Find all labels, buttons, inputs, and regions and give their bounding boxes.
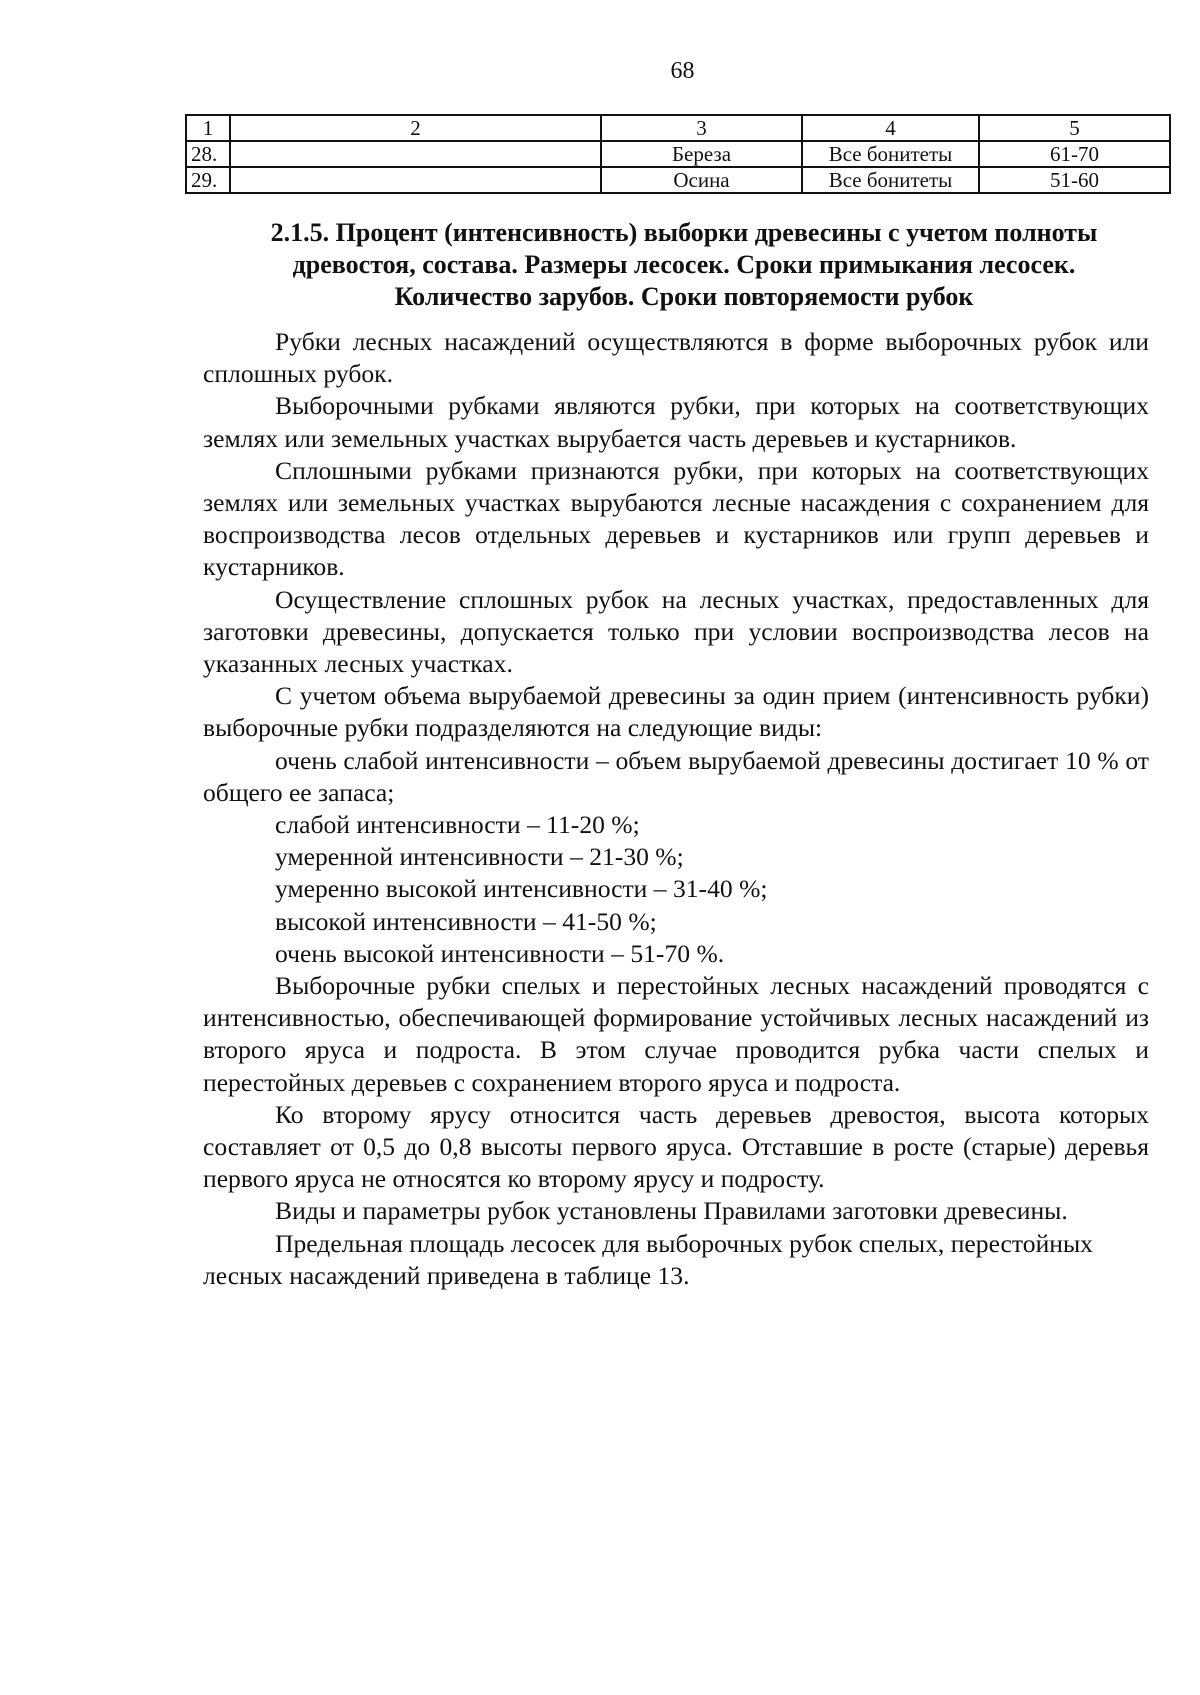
section-heading xyxy=(200,217,1168,313)
forest-table xyxy=(185,114,1171,194)
paragraph: Предельная площадь лесосек для выборочных рубок спелых, перестойных лесных насаждений приведена в таблице 13. xyxy=(203,1228,1093,1290)
list-item: слабой интенсивности – 11-20 %; xyxy=(275,810,640,840)
section-heading-line: Количество зарубов. Сроки повторяемости рубок xyxy=(394,282,974,311)
body-text xyxy=(203,326,1149,1292)
table-header-cell: 2 xyxy=(230,115,601,141)
paragraph: С учетом объема вырубаемой древесины за один прием (интенсивность рубки) выборочные рубки подразделяются на следующие виды: xyxy=(203,681,1149,743)
table-cell: 29. xyxy=(186,167,230,193)
list-item: очень слабой интенсивности – объем вырубаемой древесины достигает 10 % от общего ее запаса; xyxy=(203,745,1149,807)
paragraph: Ко второму ярусу относится часть деревьев древостоя, высота которых составляет от 0,5 до 0,8 высоты первого яруса. Отставшие в росте (старые) деревья первого яруса не относятся ко второму ярусу и подросту. xyxy=(203,1099,1149,1194)
section-heading-line: 2.1.5. Процент (интенсивность) выборки древесины с учетом полноты xyxy=(270,218,1098,247)
table-cell: Осина xyxy=(601,167,802,193)
table-cell: Все бонитеты xyxy=(802,167,979,193)
table-cell xyxy=(230,141,601,167)
paragraph: Осуществление сплошных рубок на лесных участках, предоставленных для заготовки древесины, допускается только при условии воспроизводства лесов на указанных лесных участках. xyxy=(203,584,1149,679)
table-header-row xyxy=(186,115,1170,141)
table-cell: Все бонитеты xyxy=(802,141,979,167)
table-cell: 61-70 xyxy=(979,141,1170,167)
table-cell xyxy=(230,167,601,193)
list-item: умеренной интенсивности – 21-30 %; xyxy=(275,842,684,872)
paragraph: Рубки лесных насаждений осуществляются в форме выборочных рубок или сплошных рубок. xyxy=(203,327,1149,389)
table-cell: 28. xyxy=(186,141,230,167)
section-heading-line: древостоя, состава. Размеры лесосек. Сроки примыкания лесосек. xyxy=(292,250,1076,279)
table-row xyxy=(186,167,1170,193)
paragraph: Выборочные рубки спелых и перестойных лесных насаждений проводятся с интенсивностью, обеспечивающей формирование устойчивых лесных насаждений из второго яруса и подроста. В этом случае проводится рубка части спелых и перестойных деревьев с сохранением второго яруса и подроста. xyxy=(203,971,1149,1097)
paragraph: Сплошными рубками признаются рубки, при которых на соответствующих землях или земельных участках вырубаются лесные насаждения с сохранением для воспроизводства лесов отдельных деревьев и кустарников или групп деревьев и кустарников. xyxy=(203,455,1149,582)
paragraph: Виды и параметры рубок установлены Правилами заготовки древесины. xyxy=(275,1196,1068,1226)
paragraph: Выборочными рубками являются рубки, при которых на соответствующих землях или земельных участках вырубается часть деревьев и кустарников. xyxy=(203,391,1149,453)
page-number: 68 xyxy=(670,58,695,84)
table-header-cell: 1 xyxy=(186,115,230,141)
list-item: высокой интенсивности – 41-50 %; xyxy=(275,906,657,936)
list-item: умеренно высокой интенсивности – 31-40 %; xyxy=(275,874,768,904)
table-cell: 51-60 xyxy=(979,167,1170,193)
table-header-cell: 4 xyxy=(802,115,979,141)
table-header-cell: 5 xyxy=(979,115,1170,141)
table-cell: Береза xyxy=(601,141,802,167)
table-header-cell: 3 xyxy=(601,115,802,141)
table-row xyxy=(186,141,1170,167)
list-item: очень высокой интенсивности – 51-70 %. xyxy=(275,938,725,968)
